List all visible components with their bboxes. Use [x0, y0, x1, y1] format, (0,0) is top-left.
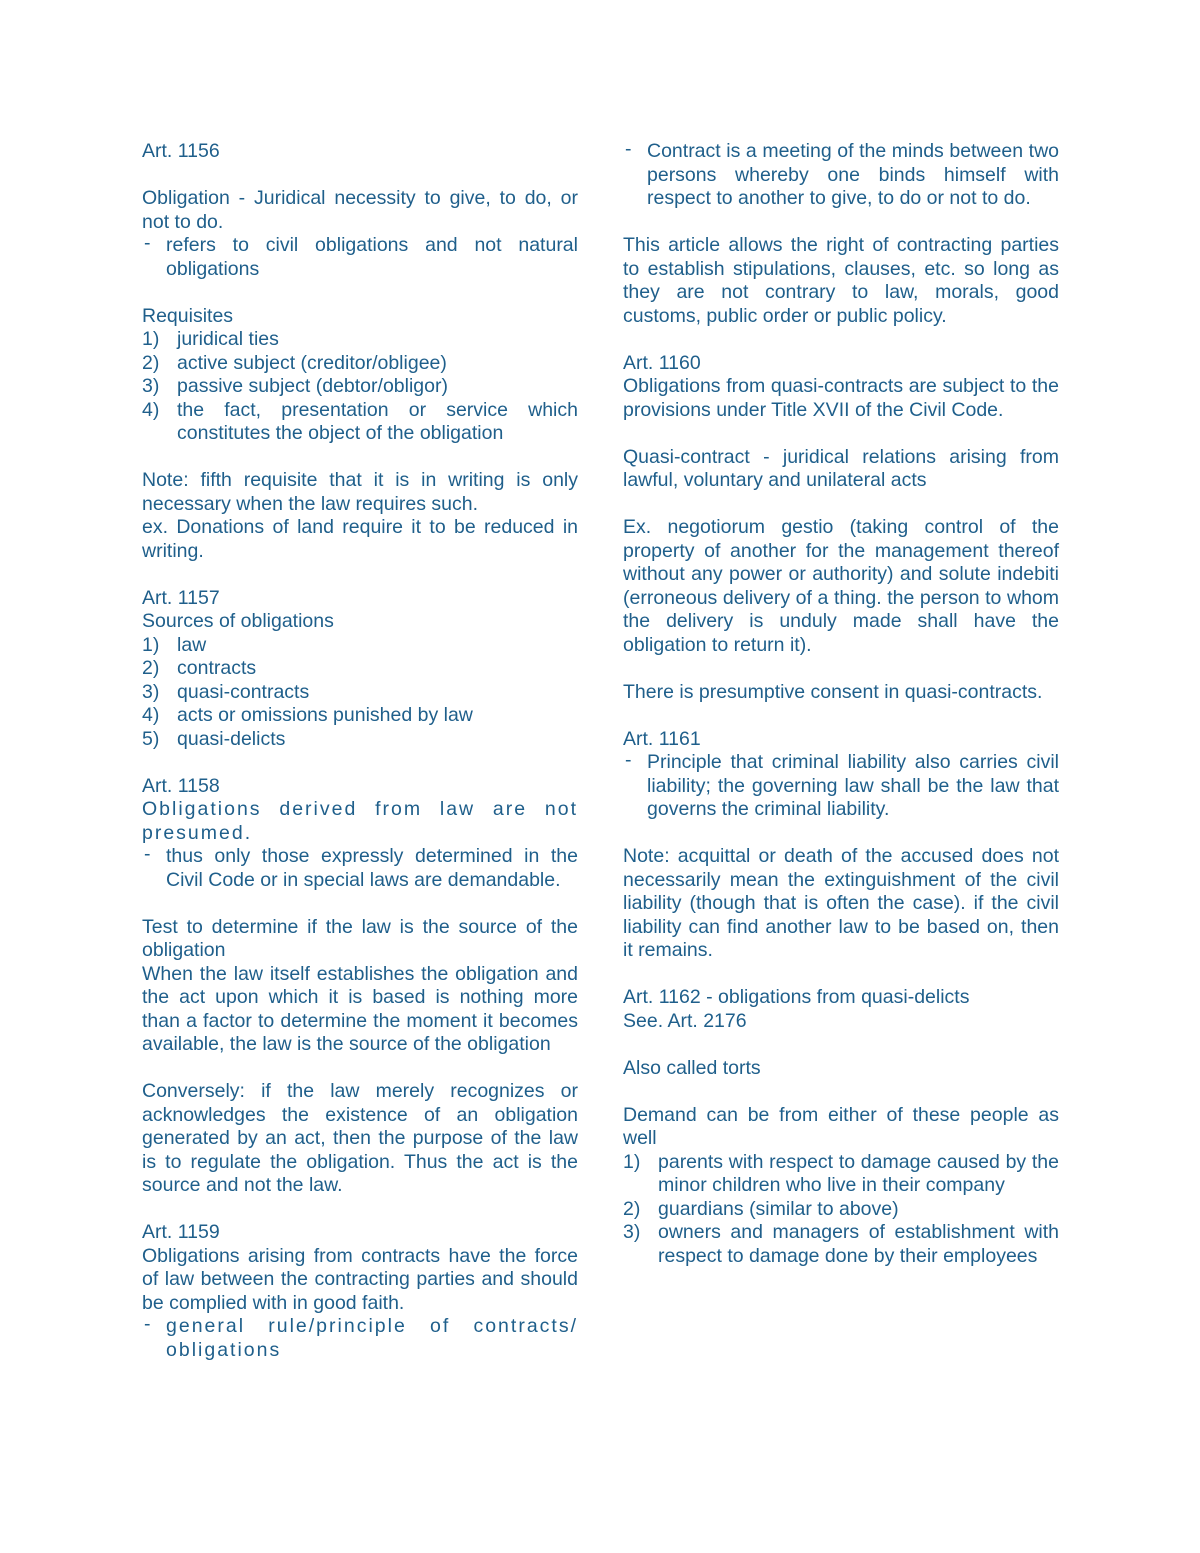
art-1158-text: Obligations derived from law are not presumed.: [142, 798, 578, 844]
test-text: When the law itself establishes the obligation and the act upon which it is based is nothing more than a factor to determine the moment it becomes available, the law is the source of the obligation: [142, 962, 578, 1055]
contract-definition-bullet: - Contract is a meeting of the minds between two persons whereby one binds himself with respect to another to give, to do or not to do.: [623, 140, 1059, 211]
left-column: [142, 140, 578, 1362]
art-1160-title: Art. 1160: [623, 351, 701, 374]
art-1160-text: Obligations from quasi-contracts are subject to the provisions under Title XVII of the Civil Code.: [623, 375, 1059, 421]
test-title: Test to determine if the law is the source of the obligation: [142, 915, 578, 961]
see-art-2176: See. Art. 2176: [623, 1009, 747, 1032]
requisite-item: 1) juridical ties: [142, 328, 279, 350]
requisite-item: 2) active subject (creditor/obligee): [142, 351, 447, 374]
fifth-requisite-note: Note: fifth requisite that it is in writing is only necessary when the law requires such.: [142, 469, 578, 515]
article-allows-text: This article allows the right of contracting parties to establish stipulations, clauses, etc. so long as they are not contrary to law, morals, good customs, public order or public policy.: [623, 234, 1059, 327]
demand-text: Demand can be from either of these people as well: [623, 1103, 1059, 1149]
source-item: 5) quasi-delicts: [142, 727, 286, 750]
art-1161-title: Art. 1161: [623, 727, 701, 750]
donation-example: ex. Donations of land require it to be reduced in writing.: [142, 516, 578, 562]
sources-subtitle: Sources of obligations: [142, 610, 334, 632]
general-rule-bullet: - general rule/principle of contracts/ obligations: [142, 1315, 578, 1362]
liable-person-item: 2) guardians (similar to above): [623, 1197, 899, 1220]
civil-obligations-bullet: - refers to civil obligations and not natural obligations: [142, 234, 578, 281]
requisite-item: 4) the fact, presentation or service which constitutes the object of the obligation: [142, 398, 578, 444]
quasi-contract-definition: Quasi-contract - juridical relations arising from lawful, voluntary and unilateral acts: [623, 445, 1059, 491]
art-1162-title: Art. 1162 - obligations from quasi-delicts: [623, 986, 970, 1008]
conversely-text: Conversely: if the law merely recognizes or acknowledges the existence of an obligation generated by an act, then the purpose of the law is to regulate the obligation. Thus the act is the source and not the law.: [142, 1080, 578, 1196]
art-1156-title: Art. 1156: [142, 140, 220, 162]
source-item: 1) law: [142, 633, 207, 656]
art-1158-title: Art. 1158: [142, 774, 220, 797]
requisite-item: 3) passive subject (debtor/obligor): [142, 375, 448, 397]
liable-person-item: 3) owners and managers of establishment with respect to damage done by their employees: [623, 1221, 1059, 1267]
requisites-title: Requisites: [142, 304, 234, 327]
source-item: 4) acts or omissions punished by law: [142, 704, 473, 726]
criminal-liability-bullet: - Principle that criminal liability also carries civil liability; the governing law shall be the law that governs the criminal liability.: [623, 751, 1059, 822]
obligation-definition: Obligation - Juridical necessity to give, to do, or not to do.: [142, 187, 578, 233]
negotiorum-example: Ex. negotiorum gestio (taking control of the property of another for the management thereof without any power or authority) and solute indebiti (erroneous delivery of a thing. the person to whom the delivery is unduly made shall have the obligation to return it).: [623, 516, 1059, 656]
also-called-torts: Also called torts: [623, 1056, 761, 1079]
right-column: [623, 140, 1059, 1268]
art-1159-title: Art. 1159: [142, 1221, 220, 1243]
source-item: 3) quasi-contracts: [142, 680, 310, 703]
liable-person-item: 1) parents with respect to damage caused by the minor children who live in their company: [623, 1150, 1059, 1196]
expressly-determined-bullet: - thus only those expressly determined in the Civil Code or in special laws are demandable.: [142, 845, 578, 892]
source-item: 2) contracts: [142, 657, 257, 679]
presumptive-consent-text: There is presumptive consent in quasi-contracts.: [623, 680, 1043, 703]
art-1159-text: Obligations arising from contracts have the force of law between the contracting parties and should be complied with in good faith.: [142, 1244, 578, 1314]
art-1157-title: Art. 1157: [142, 586, 220, 609]
acquittal-note: Note: acquittal or death of the accused does not necessarily mean the extinguishment of the civil liability (though that is often the case). if the civil liability can find another law to be based on, then it remains.: [623, 845, 1059, 961]
